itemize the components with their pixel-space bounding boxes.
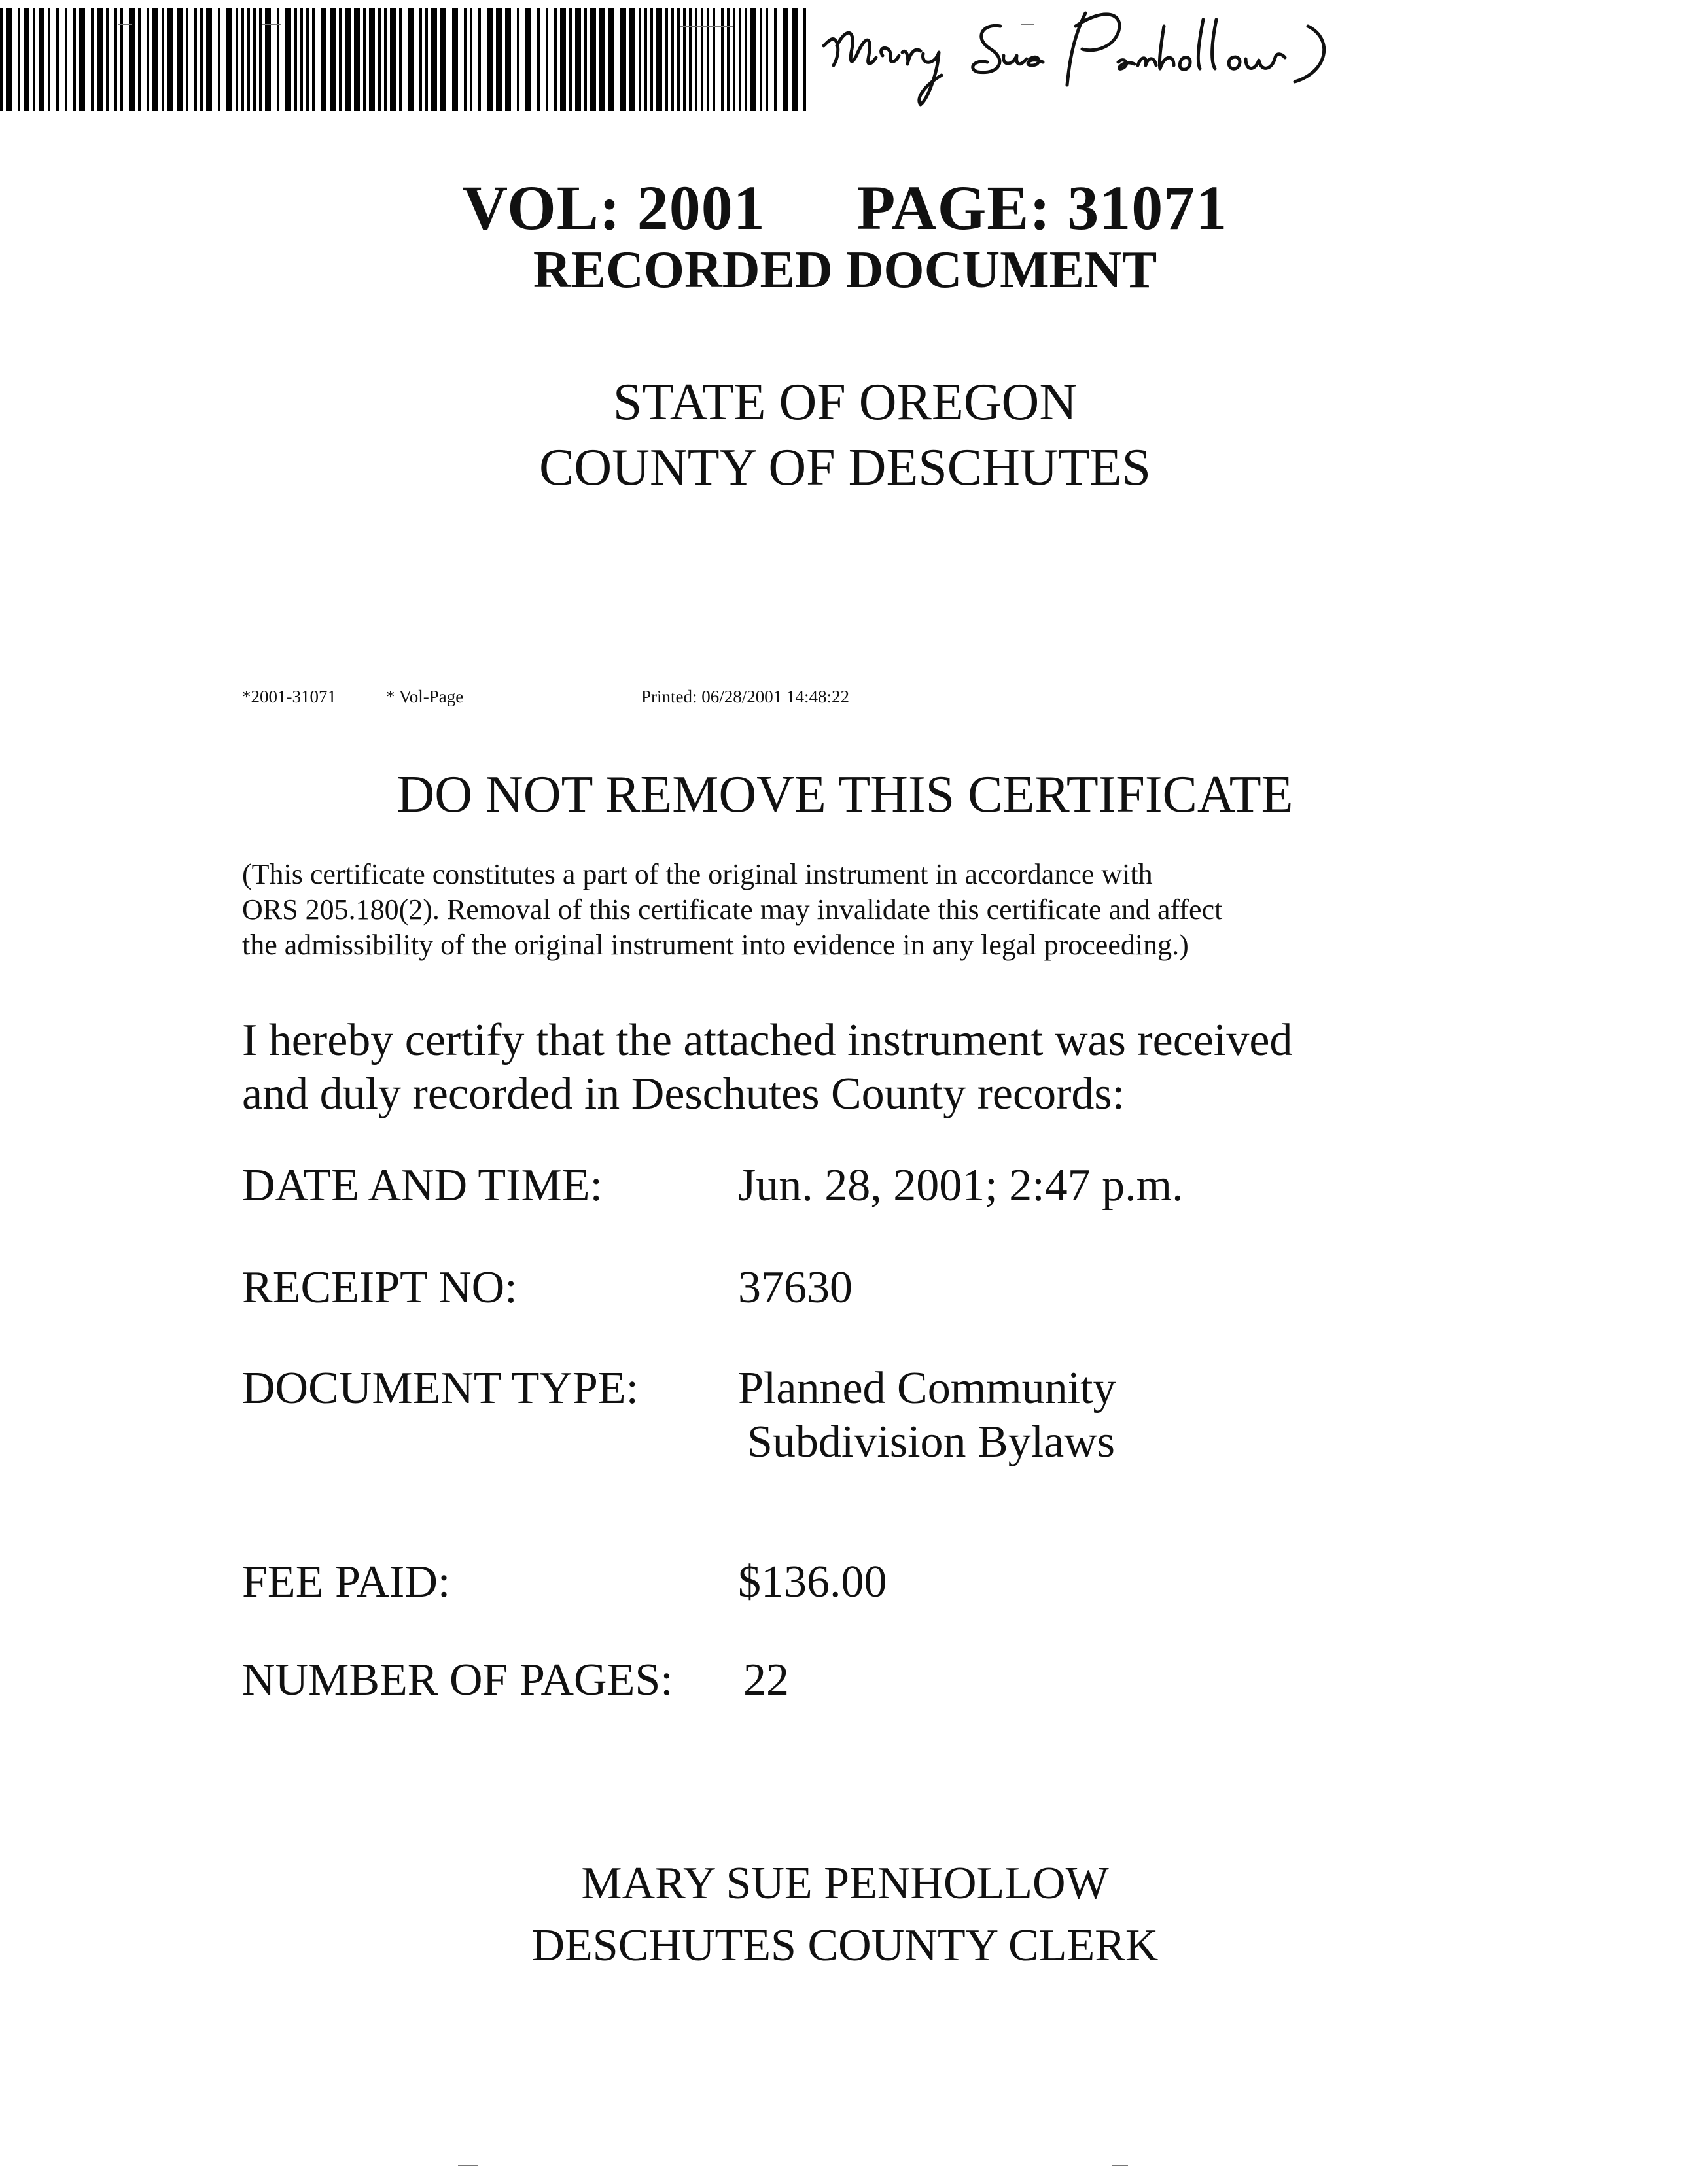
barcode-bar bbox=[79, 8, 85, 111]
barcode-bar bbox=[620, 8, 626, 111]
barcode-bar bbox=[452, 8, 458, 111]
notice-line: ORS 205.180(2). Removal of this certificate may invalidate this certificate and affect bbox=[242, 893, 1223, 926]
barcode-bar bbox=[707, 8, 709, 111]
barcode-bar bbox=[152, 8, 158, 111]
barcode-type-text: * Vol-Page bbox=[386, 687, 464, 706]
barcode-bar bbox=[695, 8, 697, 111]
certification-line: and duly recorded in Deschutes County records: bbox=[242, 1069, 1125, 1119]
barcode-bar bbox=[569, 8, 572, 111]
barcode-bar bbox=[345, 8, 351, 111]
barcode-bar bbox=[312, 8, 315, 111]
barcode-bar bbox=[774, 8, 777, 111]
barcode-bar bbox=[369, 8, 375, 111]
scan-mark bbox=[458, 2165, 478, 2166]
barcode-bar bbox=[470, 8, 472, 111]
barcode-bar bbox=[194, 8, 197, 111]
barcode-bar bbox=[300, 8, 303, 111]
barcode-bar bbox=[218, 8, 220, 111]
barcode-bar bbox=[505, 8, 511, 111]
barcode-bar bbox=[425, 8, 428, 111]
receipt-number-value: 37630 bbox=[738, 1262, 853, 1313]
barcode-bar bbox=[683, 8, 686, 111]
barcode-bar bbox=[147, 8, 149, 111]
barcode-bar bbox=[525, 8, 531, 111]
document-type-value-line2: Subdivision Bylaws bbox=[747, 1417, 1116, 1467]
barcode-bar bbox=[247, 8, 250, 111]
barcode-bar bbox=[599, 8, 605, 111]
barcode-bar bbox=[241, 8, 244, 111]
barcode-bar bbox=[739, 8, 741, 111]
barcode-bar bbox=[496, 8, 502, 111]
barcode-bar bbox=[671, 8, 674, 111]
county-name: COUNTY OF DESCHUTES bbox=[539, 439, 1151, 496]
barcode-bar bbox=[6, 8, 12, 111]
barcode-bar bbox=[478, 8, 481, 111]
barcode-bar bbox=[306, 8, 309, 111]
scan-mark bbox=[1112, 2165, 1128, 2166]
barcode-bar bbox=[33, 8, 35, 111]
barcode-bar bbox=[554, 8, 557, 111]
barcode-bar bbox=[354, 8, 360, 111]
barcode-bar bbox=[665, 8, 668, 111]
barcode-bar bbox=[162, 8, 164, 111]
barcode-bar bbox=[0, 8, 3, 111]
barcode-bar bbox=[200, 8, 203, 111]
barcode-bar bbox=[575, 8, 581, 111]
barcode-bar bbox=[321, 8, 326, 111]
barcode-bar bbox=[727, 8, 730, 111]
barcode-bar bbox=[390, 8, 396, 111]
barcode-bar bbox=[138, 8, 141, 111]
scan-mark bbox=[118, 24, 132, 25]
fee-paid-value: $136.00 bbox=[738, 1557, 887, 1607]
legal-notice bbox=[242, 857, 1420, 963]
vol-label: VOL: 2001 bbox=[462, 173, 766, 243]
barcode-bar bbox=[363, 8, 366, 111]
barcode-bar bbox=[750, 8, 756, 111]
barcode-bar bbox=[97, 8, 103, 111]
scan-mark bbox=[262, 24, 281, 25]
barcode-bar bbox=[24, 8, 29, 111]
notice-line: the admissibility of the original instrument into evidence in any legal proceeding.) bbox=[242, 929, 1189, 961]
barcode-bar bbox=[56, 8, 59, 111]
vol-page-heading bbox=[0, 171, 1690, 244]
barcode-bar bbox=[330, 8, 336, 111]
barcode-bar bbox=[713, 8, 715, 111]
barcode-bar bbox=[745, 8, 747, 111]
barcode-bar bbox=[792, 8, 798, 111]
barcode-bar bbox=[766, 8, 768, 111]
scan-mark bbox=[1021, 24, 1034, 25]
barcode-bar bbox=[294, 8, 297, 111]
barcode-bar bbox=[91, 8, 94, 111]
barcode-bar bbox=[517, 8, 519, 111]
barcode-bar bbox=[339, 8, 342, 111]
barcode-bar bbox=[206, 8, 212, 111]
barcode-bar bbox=[677, 8, 680, 111]
number-of-pages-value: 22 bbox=[743, 1655, 789, 1705]
barcode-bar bbox=[236, 8, 238, 111]
barcode-bar bbox=[701, 8, 703, 111]
barcode-bar bbox=[803, 8, 806, 111]
barcode-id-text: *2001-31071 bbox=[242, 687, 336, 706]
barcode-bar bbox=[656, 8, 662, 111]
date-time-label: DATE AND TIME: bbox=[242, 1160, 603, 1211]
barcode-bar bbox=[114, 8, 117, 111]
barcode-bar bbox=[186, 8, 188, 111]
barcode-bar bbox=[106, 8, 109, 111]
date-time-value: Jun. 28, 2001; 2:47 p.m. bbox=[738, 1160, 1184, 1211]
clerk-title: DESCHUTES COUNTY CLERK bbox=[531, 1920, 1159, 1971]
barcode-bar bbox=[384, 8, 387, 111]
barcode-bar bbox=[537, 8, 540, 111]
barcode-bar bbox=[18, 8, 20, 111]
document-type-value-line1: Planned Community bbox=[738, 1363, 1116, 1413]
barcode-bar bbox=[783, 8, 788, 111]
barcode-bar bbox=[760, 8, 762, 111]
barcode-bar bbox=[464, 8, 467, 111]
barcode-bar bbox=[639, 8, 641, 111]
document-type-label: DOCUMENT TYPE: bbox=[242, 1363, 639, 1413]
barcode-bar bbox=[733, 8, 735, 111]
certification-statement bbox=[242, 1014, 1420, 1121]
barcode-bar bbox=[419, 8, 422, 111]
barcode-bar bbox=[608, 8, 614, 111]
barcode-bar bbox=[65, 8, 67, 111]
barcode-bar bbox=[487, 8, 493, 111]
scan-mark bbox=[680, 26, 733, 27]
recorded-document-title: RECORDED DOCUMENT bbox=[533, 241, 1157, 299]
number-of-pages-label: NUMBER OF PAGES: bbox=[242, 1655, 673, 1705]
certification-line: I hereby certify that the attached instrument was received bbox=[242, 1015, 1293, 1066]
barcode-bar bbox=[399, 8, 402, 111]
barcode-bar bbox=[285, 8, 291, 111]
barcode-bar bbox=[167, 8, 173, 111]
barcode-bar bbox=[650, 8, 653, 111]
page-label: PAGE: 31071 bbox=[856, 173, 1228, 243]
barcode-bar bbox=[584, 8, 587, 111]
barcode-bar bbox=[721, 8, 724, 111]
barcode-bar bbox=[560, 8, 566, 111]
barcode-bar bbox=[73, 8, 76, 111]
clerk-name: MARY SUE PENHOLLOW bbox=[581, 1858, 1109, 1909]
barcode-bar bbox=[48, 8, 50, 111]
handwritten-signature bbox=[811, 0, 1373, 111]
barcode-bar bbox=[629, 8, 635, 111]
barcode-bar bbox=[590, 8, 596, 111]
receipt-number-label: RECEIPT NO: bbox=[242, 1262, 518, 1313]
barcode-bar bbox=[440, 8, 446, 111]
barcode-bar bbox=[546, 8, 548, 111]
barcode-bar bbox=[39, 8, 44, 111]
barcode-bar bbox=[226, 8, 232, 111]
barcode-bar bbox=[177, 8, 183, 111]
barcode-bar bbox=[644, 8, 647, 111]
do-not-remove-heading: DO NOT REMOVE THIS CERTIFICATE bbox=[396, 766, 1294, 823]
barcode-bar bbox=[689, 8, 692, 111]
barcode-bar bbox=[408, 8, 414, 111]
notice-line: (This certificate constitutes a part of the original instrument in accordance with bbox=[242, 858, 1153, 890]
barcode-bar bbox=[431, 8, 437, 111]
barcode-bar bbox=[378, 8, 381, 111]
barcode-bar bbox=[253, 8, 256, 111]
barcode-printed-text: Printed: 06/28/2001 14:48:22 bbox=[641, 687, 850, 706]
state-name: STATE OF OREGON bbox=[612, 373, 1078, 431]
fee-paid-label: FEE PAID: bbox=[242, 1557, 451, 1607]
